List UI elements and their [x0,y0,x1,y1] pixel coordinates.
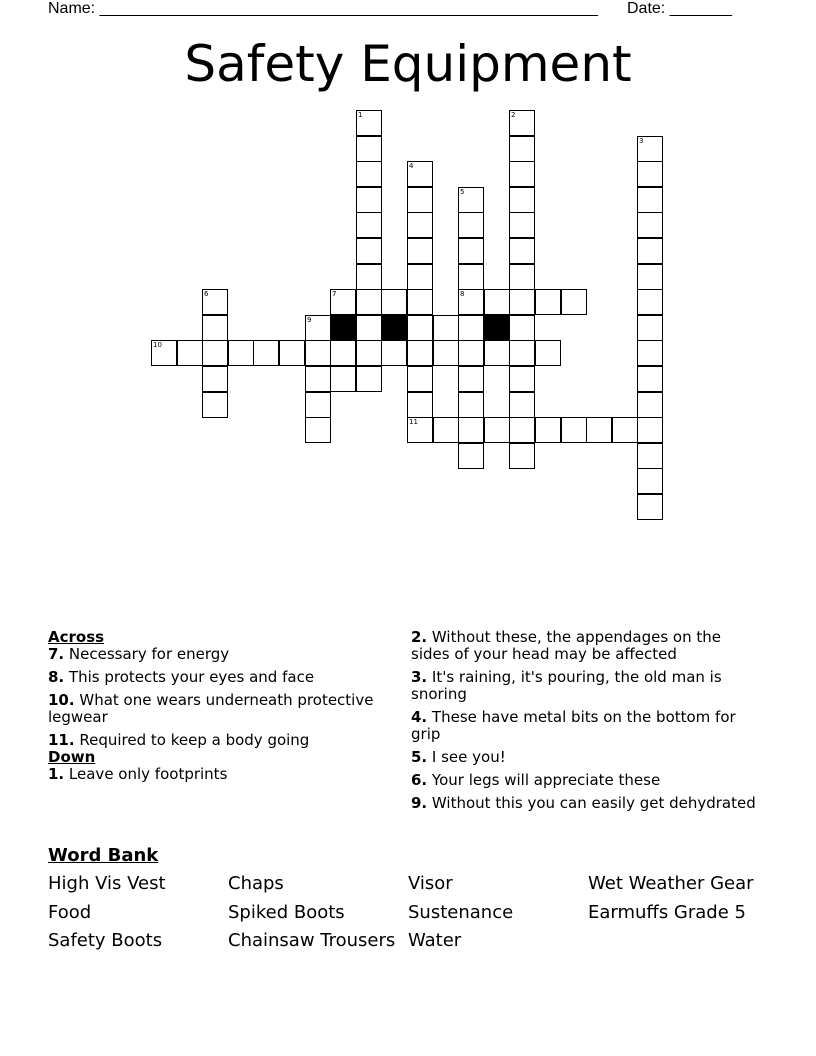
crossword-cell[interactable] [637,238,663,264]
crossword-cell[interactable] [356,289,382,315]
word-bank-item: Chainsaw Trousers [228,930,396,951]
crossword-cell[interactable] [484,289,510,315]
crossword-cell[interactable] [509,238,535,264]
clue-number: 3. [411,668,428,686]
crossword-cell[interactable] [407,340,433,366]
clue-number-label: 3 [639,137,644,145]
word-bank-title: Word Bank [48,845,159,866]
crossword-cell-filled [381,315,407,341]
crossword-cell[interactable] [356,366,382,392]
crossword-cell[interactable] [458,187,484,213]
clue-text: Without this you can easily get dehydrated [431,794,756,812]
crossword-cell[interactable] [637,289,663,315]
clue-text: Necessary for energy [68,645,230,663]
crossword-cell[interactable] [381,340,407,366]
crossword-cell[interactable] [509,110,535,136]
clue-number: 1. [48,765,65,783]
clue-number-label: 2 [511,111,516,119]
clue-number-label: 5 [460,188,465,196]
crossword-cell[interactable] [330,366,356,392]
crossword-cell[interactable] [356,264,382,290]
clues-column-left [48,629,393,789]
crossword-cell[interactable] [305,340,331,366]
word-bank-item: Visor [408,873,453,894]
crossword-cell[interactable] [228,340,254,366]
crossword-cell[interactable] [279,340,305,366]
clue-number-label: 1 [358,111,363,119]
crossword-cell[interactable] [458,289,484,315]
crossword-cell[interactable] [305,315,331,341]
crossword-cell[interactable] [202,366,228,392]
crossword-cell[interactable] [407,392,433,418]
crossword-cell[interactable] [202,340,228,366]
clue-number: 9. [411,794,428,812]
clue-across-7 [48,646,393,663]
crossword-cell[interactable] [433,315,459,341]
crossword-cell[interactable] [637,187,663,213]
crossword-cell[interactable] [407,366,433,392]
clue-down-3 [411,669,761,703]
clue-text: It's raining, it's pouring, the old man is snoring [411,668,722,703]
crossword-cell[interactable] [458,212,484,238]
word-bank-item: Safety Boots [48,930,163,951]
clue-text: What one wears underneath protective legwear [48,691,374,726]
crossword-cell-filled [484,315,510,341]
clue-number: 7. [48,645,65,663]
crossword-cell[interactable] [381,289,407,315]
crossword-cell[interactable] [305,417,331,443]
clue-number: 8. [48,668,65,686]
crossword-cell[interactable] [458,366,484,392]
clue-number: 4. [411,708,428,726]
crossword-cell[interactable] [202,315,228,341]
crossword-cell[interactable] [509,366,535,392]
crossword-cell[interactable] [458,417,484,443]
page-title: Safety Equipment [184,35,632,93]
down-header: Down [48,748,96,766]
word-bank-item: Spiked Boots [228,902,345,923]
clue-text: Your legs will appreciate these [431,771,661,789]
across-header: Across [48,628,105,646]
clue-number: 10. [48,691,75,709]
crossword-cell[interactable] [637,136,663,162]
clue-down-4 [411,709,761,743]
crossword-cell[interactable] [305,366,331,392]
crossword-cell[interactable] [433,417,459,443]
crossword-cell[interactable] [509,161,535,187]
crossword-cell[interactable] [535,417,561,443]
crossword-cell[interactable] [509,289,535,315]
crossword-cell[interactable] [637,417,663,443]
clue-number-label: 4 [409,162,414,170]
crossword-cell[interactable] [458,315,484,341]
clue-down-1 [48,766,393,783]
clue-number: 6. [411,771,428,789]
clue-number-label: 11 [409,418,418,426]
clue-across-11 [48,732,393,749]
clue-down-5 [411,749,761,766]
crossword-cell[interactable] [561,289,587,315]
crossword-cell[interactable] [637,212,663,238]
clue-number-label: 9 [307,316,312,324]
crossword-cell[interactable] [458,264,484,290]
clue-number-label: 8 [460,290,465,298]
word-bank-item: Earmuffs Grade 5 [588,902,746,923]
crossword-cell[interactable] [407,289,433,315]
crossword-cell[interactable] [637,264,663,290]
word-bank-item: Food [48,902,92,923]
crossword-cell[interactable] [356,187,382,213]
clue-down-9 [411,795,761,812]
crossword-cell[interactable] [407,161,433,187]
clue-number: 5. [411,748,428,766]
crossword-cell[interactable] [509,136,535,162]
crossword-cell[interactable] [509,264,535,290]
crossword-cell[interactable] [356,136,382,162]
crossword-cell[interactable] [253,340,279,366]
clue-text: Without these, the appendages on the sides of your head may be affected [411,628,721,663]
crossword-cell[interactable] [509,315,535,341]
clue-across-8 [48,669,393,686]
crossword-cell[interactable] [637,468,663,494]
crossword-cell[interactable] [407,212,433,238]
crossword-cell[interactable] [202,392,228,418]
clue-text: I see you! [431,748,506,766]
crossword-cell[interactable] [637,392,663,418]
crossword-cell[interactable] [356,315,382,341]
clue-number-label: 6 [204,290,209,298]
crossword-cell[interactable] [509,340,535,366]
crossword-cell[interactable] [509,417,535,443]
clue-down-6 [411,772,761,789]
crossword-cell[interactable] [330,340,356,366]
crossword-cell[interactable] [458,392,484,418]
word-bank-item: Wet Weather Gear [588,873,754,894]
crossword-cell[interactable] [407,187,433,213]
crossword-cell[interactable] [407,417,433,443]
word-bank-item: High Vis Vest [48,873,166,894]
clue-text: This protects your eyes and face [68,668,315,686]
crossword-cell[interactable] [305,392,331,418]
crossword-cell[interactable] [151,340,177,366]
crossword-cell[interactable] [356,110,382,136]
crossword-cell[interactable] [458,238,484,264]
crossword-cell[interactable] [202,289,228,315]
crossword-cell[interactable] [509,443,535,469]
crossword-cell[interactable] [458,443,484,469]
crossword-cell[interactable] [356,238,382,264]
crossword-cell[interactable] [407,238,433,264]
name-field-label: Name: ________________________________________________________ [48,0,598,17]
crossword-cell[interactable] [561,417,587,443]
crossword-cell[interactable] [637,315,663,341]
crossword-cell[interactable] [458,340,484,366]
crossword-cell[interactable] [509,212,535,238]
crossword-cell-filled [330,315,356,341]
clue-number-label: 7 [332,290,337,298]
crossword-cell[interactable] [484,340,510,366]
crossword-cell[interactable] [330,289,356,315]
crossword-cell[interactable] [637,340,663,366]
crossword-cell[interactable] [407,264,433,290]
crossword-cell[interactable] [586,417,612,443]
crossword-cell[interactable] [356,212,382,238]
crossword-cell[interactable] [177,340,203,366]
crossword-cell[interactable] [535,289,561,315]
crossword-cell[interactable] [637,161,663,187]
crossword-cell[interactable] [509,392,535,418]
clue-text: These have metal bits on the bottom for grip [411,708,736,743]
clue-text: Required to keep a body going [79,731,310,749]
crossword-grid [0,0,816,520]
word-bank-item: Sustenance [408,902,514,923]
crossword-cell[interactable] [612,417,638,443]
crossword-cell[interactable] [637,443,663,469]
crossword-cell[interactable] [407,315,433,341]
clue-across-10 [48,692,393,726]
clue-number: 2. [411,628,428,646]
clue-number: 11. [48,731,75,749]
crossword-cell[interactable] [484,417,510,443]
crossword-cell[interactable] [637,494,663,520]
crossword-cell[interactable] [535,340,561,366]
date-field-label: Date: _______ [627,0,732,17]
crossword-cell[interactable] [356,340,382,366]
crossword-cell[interactable] [637,366,663,392]
crossword-cell[interactable] [356,161,382,187]
clues-column-right [411,629,761,818]
crossword-cell[interactable] [433,340,459,366]
clue-number-label: 10 [153,341,162,349]
word-bank-item: Water [408,930,462,951]
clue-text: Leave only footprints [68,765,228,783]
word-bank-item: Chaps [228,873,284,894]
crossword-cell[interactable] [509,187,535,213]
clue-down-2 [411,629,761,663]
